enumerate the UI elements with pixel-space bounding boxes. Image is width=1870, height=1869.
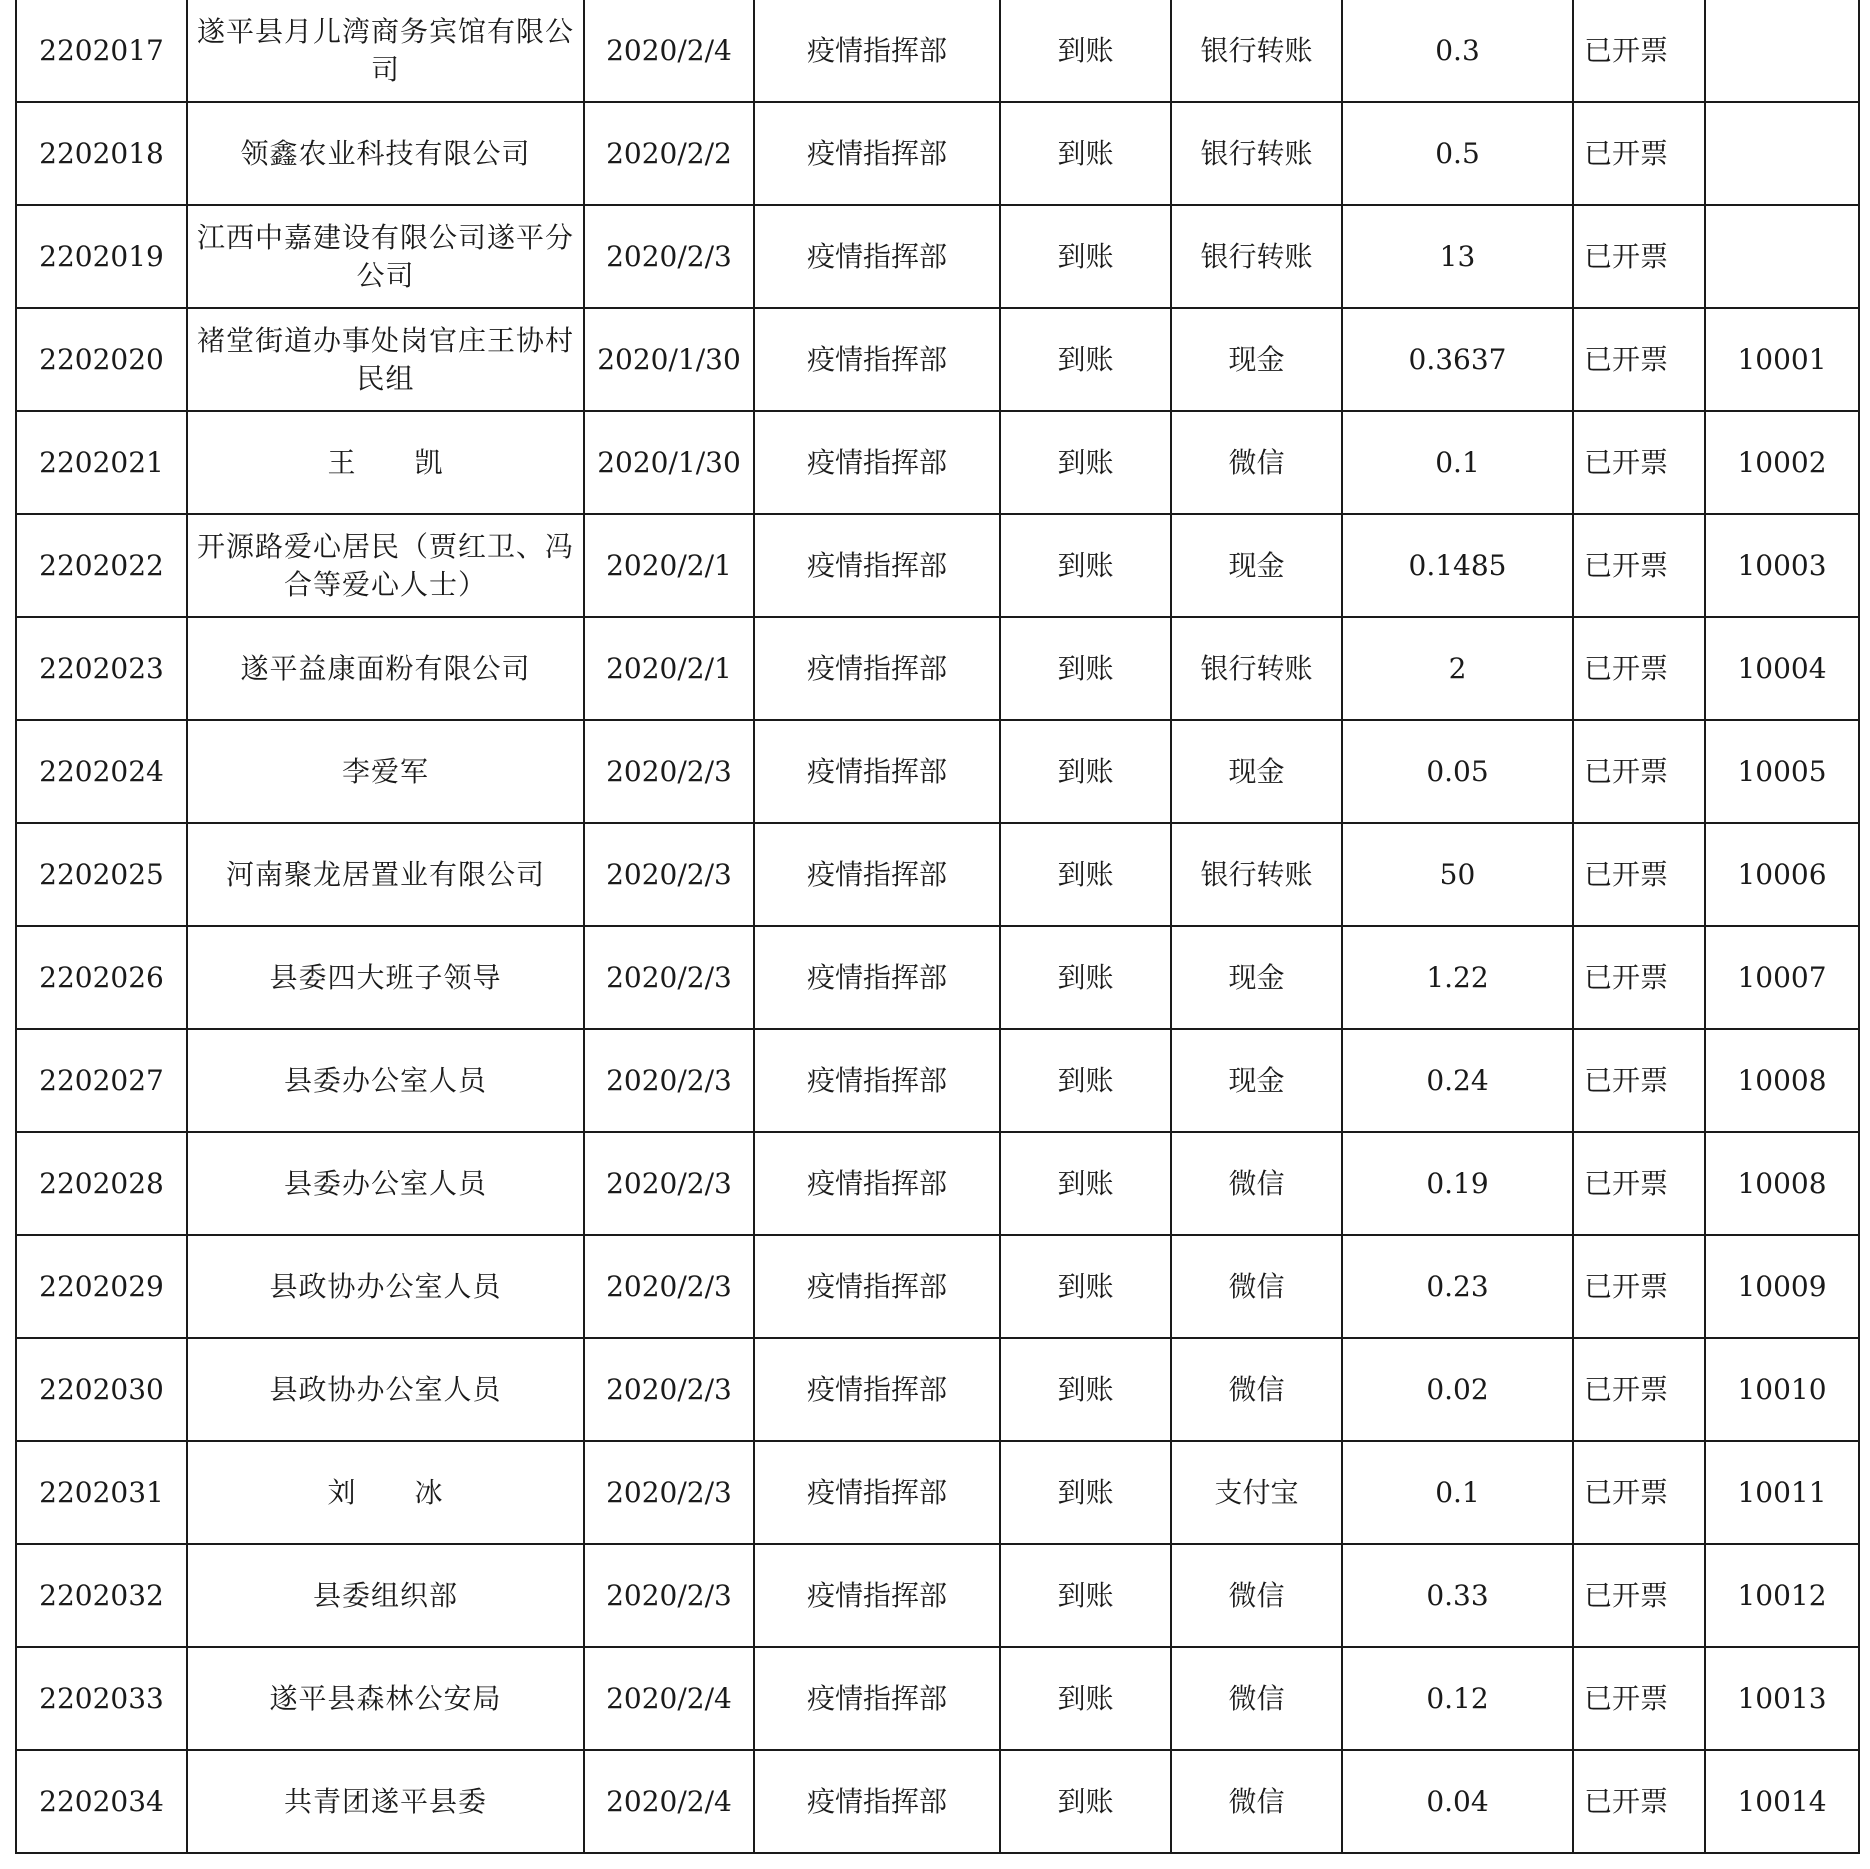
receipt-status-cell: 到账 bbox=[1000, 411, 1171, 514]
invoice-serial-cell: 10002 bbox=[1705, 411, 1859, 514]
donation-date-cell: 2020/1/30 bbox=[584, 308, 754, 411]
invoice-serial-cell: 10009 bbox=[1705, 1235, 1859, 1338]
recipient-cell: 疫情指挥部 bbox=[754, 823, 1000, 926]
payment-method-cell: 微信 bbox=[1171, 1338, 1342, 1441]
table-row bbox=[16, 1647, 1859, 1750]
invoice-serial-cell: 10003 bbox=[1705, 514, 1859, 617]
invoice-serial-cell bbox=[1705, 205, 1859, 308]
invoice-serial-cell: 10012 bbox=[1705, 1544, 1859, 1647]
donor-name-cell: 李爱军 bbox=[187, 720, 584, 823]
invoice-status-cell: 已开票 bbox=[1573, 1029, 1705, 1132]
table-row bbox=[16, 720, 1859, 823]
table-row bbox=[16, 308, 1859, 411]
table-row bbox=[16, 102, 1859, 205]
payment-method-cell: 银行转账 bbox=[1171, 205, 1342, 308]
payment-method-cell: 支付宝 bbox=[1171, 1441, 1342, 1544]
recipient-cell: 疫情指挥部 bbox=[754, 1132, 1000, 1235]
donor-name-cell: 共青团遂平县委 bbox=[187, 1750, 584, 1853]
amount-cell: 0.3 bbox=[1342, 0, 1573, 102]
amount-cell: 0.1 bbox=[1342, 1441, 1573, 1544]
receipt-status-cell: 到账 bbox=[1000, 1544, 1171, 1647]
invoice-status-cell: 已开票 bbox=[1573, 926, 1705, 1029]
record-number-cell: 2202024 bbox=[16, 720, 187, 823]
invoice-status-cell: 已开票 bbox=[1573, 0, 1705, 102]
payment-method-cell: 微信 bbox=[1171, 1132, 1342, 1235]
donor-name-cell: 刘 冰 bbox=[187, 1441, 584, 1544]
invoice-serial-cell: 10008 bbox=[1705, 1132, 1859, 1235]
invoice-status-cell: 已开票 bbox=[1573, 1750, 1705, 1853]
recipient-cell: 疫情指挥部 bbox=[754, 411, 1000, 514]
payment-method-cell: 银行转账 bbox=[1171, 823, 1342, 926]
donor-name-cell: 县政协办公室人员 bbox=[187, 1235, 584, 1338]
table-row bbox=[16, 823, 1859, 926]
record-number-cell: 2202022 bbox=[16, 514, 187, 617]
donation-date-cell: 2020/2/3 bbox=[584, 1338, 754, 1441]
recipient-cell: 疫情指挥部 bbox=[754, 205, 1000, 308]
recipient-cell: 疫情指挥部 bbox=[754, 1544, 1000, 1647]
donor-name-cell: 县委四大班子领导 bbox=[187, 926, 584, 1029]
payment-method-cell: 银行转账 bbox=[1171, 617, 1342, 720]
amount-cell: 0.12 bbox=[1342, 1647, 1573, 1750]
donor-name-cell: 江西中嘉建设有限公司遂平分公司 bbox=[187, 205, 584, 308]
payment-method-cell: 微信 bbox=[1171, 1544, 1342, 1647]
receipt-status-cell: 到账 bbox=[1000, 205, 1171, 308]
donor-name-cell: 遂平益康面粉有限公司 bbox=[187, 617, 584, 720]
recipient-cell: 疫情指挥部 bbox=[754, 617, 1000, 720]
record-number-cell: 2202032 bbox=[16, 1544, 187, 1647]
invoice-status-cell: 已开票 bbox=[1573, 1338, 1705, 1441]
payment-method-cell: 现金 bbox=[1171, 926, 1342, 1029]
donor-name-cell: 县委办公室人员 bbox=[187, 1132, 584, 1235]
donor-name-cell: 领鑫农业科技有限公司 bbox=[187, 102, 584, 205]
payment-method-cell: 现金 bbox=[1171, 514, 1342, 617]
receipt-status-cell: 到账 bbox=[1000, 1750, 1171, 1853]
payment-method-cell: 微信 bbox=[1171, 1235, 1342, 1338]
amount-cell: 0.5 bbox=[1342, 102, 1573, 205]
donor-name-cell: 县委组织部 bbox=[187, 1544, 584, 1647]
donor-name-cell: 河南聚龙居置业有限公司 bbox=[187, 823, 584, 926]
table-row bbox=[16, 0, 1859, 102]
donation-date-cell: 2020/2/2 bbox=[584, 102, 754, 205]
invoice-status-cell: 已开票 bbox=[1573, 720, 1705, 823]
receipt-status-cell: 到账 bbox=[1000, 720, 1171, 823]
invoice-status-cell: 已开票 bbox=[1573, 514, 1705, 617]
donor-name-cell: 遂平县月儿湾商务宾馆有限公司 bbox=[187, 0, 584, 102]
invoice-serial-cell: 10007 bbox=[1705, 926, 1859, 1029]
recipient-cell: 疫情指挥部 bbox=[754, 926, 1000, 1029]
receipt-status-cell: 到账 bbox=[1000, 926, 1171, 1029]
donation-date-cell: 2020/2/4 bbox=[584, 0, 754, 102]
invoice-serial-cell: 10005 bbox=[1705, 720, 1859, 823]
record-number-cell: 2202031 bbox=[16, 1441, 187, 1544]
donation-date-cell: 2020/2/3 bbox=[584, 1441, 754, 1544]
receipt-status-cell: 到账 bbox=[1000, 1029, 1171, 1132]
record-number-cell: 2202025 bbox=[16, 823, 187, 926]
receipt-status-cell: 到账 bbox=[1000, 823, 1171, 926]
donor-name-cell: 王 凯 bbox=[187, 411, 584, 514]
amount-cell: 0.1 bbox=[1342, 411, 1573, 514]
receipt-status-cell: 到账 bbox=[1000, 1132, 1171, 1235]
receipt-status-cell: 到账 bbox=[1000, 617, 1171, 720]
receipt-status-cell: 到账 bbox=[1000, 0, 1171, 102]
table-row bbox=[16, 205, 1859, 308]
recipient-cell: 疫情指挥部 bbox=[754, 308, 1000, 411]
invoice-status-cell: 已开票 bbox=[1573, 102, 1705, 205]
donor-name-cell: 县政协办公室人员 bbox=[187, 1338, 584, 1441]
record-number-cell: 2202027 bbox=[16, 1029, 187, 1132]
receipt-status-cell: 到账 bbox=[1000, 1441, 1171, 1544]
receipt-status-cell: 到账 bbox=[1000, 308, 1171, 411]
amount-cell: 0.04 bbox=[1342, 1750, 1573, 1853]
invoice-serial-cell: 10004 bbox=[1705, 617, 1859, 720]
payment-method-cell: 银行转账 bbox=[1171, 0, 1342, 102]
donor-name-cell: 遂平县森林公安局 bbox=[187, 1647, 584, 1750]
amount-cell: 0.23 bbox=[1342, 1235, 1573, 1338]
donation-date-cell: 2020/2/3 bbox=[584, 1132, 754, 1235]
invoice-serial-cell: 10010 bbox=[1705, 1338, 1859, 1441]
record-number-cell: 2202026 bbox=[16, 926, 187, 1029]
invoice-status-cell: 已开票 bbox=[1573, 617, 1705, 720]
invoice-serial-cell: 10001 bbox=[1705, 308, 1859, 411]
invoice-serial-cell: 10013 bbox=[1705, 1647, 1859, 1750]
invoice-status-cell: 已开票 bbox=[1573, 1544, 1705, 1647]
donation-date-cell: 2020/2/1 bbox=[584, 617, 754, 720]
donation-ledger-table bbox=[15, 0, 1860, 1854]
record-number-cell: 2202034 bbox=[16, 1750, 187, 1853]
recipient-cell: 疫情指挥部 bbox=[754, 1750, 1000, 1853]
record-number-cell: 2202033 bbox=[16, 1647, 187, 1750]
record-number-cell: 2202029 bbox=[16, 1235, 187, 1338]
donor-name-cell: 褚堂街道办事处岗官庄王协村民组 bbox=[187, 308, 584, 411]
ledger-body bbox=[16, 0, 1859, 1853]
record-number-cell: 2202021 bbox=[16, 411, 187, 514]
invoice-status-cell: 已开票 bbox=[1573, 308, 1705, 411]
amount-cell: 0.02 bbox=[1342, 1338, 1573, 1441]
amount-cell: 2 bbox=[1342, 617, 1573, 720]
amount-cell: 0.24 bbox=[1342, 1029, 1573, 1132]
payment-method-cell: 现金 bbox=[1171, 720, 1342, 823]
invoice-status-cell: 已开票 bbox=[1573, 1235, 1705, 1338]
invoice-serial-cell bbox=[1705, 0, 1859, 102]
receipt-status-cell: 到账 bbox=[1000, 514, 1171, 617]
receipt-status-cell: 到账 bbox=[1000, 1338, 1171, 1441]
amount-cell: 0.19 bbox=[1342, 1132, 1573, 1235]
amount-cell: 0.3637 bbox=[1342, 308, 1573, 411]
donation-date-cell: 2020/2/4 bbox=[584, 1647, 754, 1750]
payment-method-cell: 银行转账 bbox=[1171, 102, 1342, 205]
invoice-serial-cell: 10006 bbox=[1705, 823, 1859, 926]
record-number-cell: 2202019 bbox=[16, 205, 187, 308]
donation-date-cell: 2020/2/3 bbox=[584, 205, 754, 308]
payment-method-cell: 微信 bbox=[1171, 1647, 1342, 1750]
recipient-cell: 疫情指挥部 bbox=[754, 1235, 1000, 1338]
recipient-cell: 疫情指挥部 bbox=[754, 1029, 1000, 1132]
invoice-serial-cell bbox=[1705, 102, 1859, 205]
donation-date-cell: 2020/1/30 bbox=[584, 411, 754, 514]
record-number-cell: 2202028 bbox=[16, 1132, 187, 1235]
invoice-serial-cell: 10008 bbox=[1705, 1029, 1859, 1132]
invoice-status-cell: 已开票 bbox=[1573, 1132, 1705, 1235]
table-row bbox=[16, 926, 1859, 1029]
recipient-cell: 疫情指挥部 bbox=[754, 102, 1000, 205]
payment-method-cell: 微信 bbox=[1171, 411, 1342, 514]
donation-date-cell: 2020/2/3 bbox=[584, 1235, 754, 1338]
donation-date-cell: 2020/2/3 bbox=[584, 926, 754, 1029]
donor-name-cell: 县委办公室人员 bbox=[187, 1029, 584, 1132]
invoice-status-cell: 已开票 bbox=[1573, 1441, 1705, 1544]
recipient-cell: 疫情指挥部 bbox=[754, 514, 1000, 617]
invoice-status-cell: 已开票 bbox=[1573, 1647, 1705, 1750]
table-row bbox=[16, 1235, 1859, 1338]
donor-name-cell: 开源路爱心居民（贾红卫、冯合等爱心人士） bbox=[187, 514, 584, 617]
receipt-status-cell: 到账 bbox=[1000, 1647, 1171, 1750]
invoice-serial-cell: 10014 bbox=[1705, 1750, 1859, 1853]
record-number-cell: 2202017 bbox=[16, 0, 187, 102]
record-number-cell: 2202030 bbox=[16, 1338, 187, 1441]
table-row bbox=[16, 514, 1859, 617]
donation-date-cell: 2020/2/3 bbox=[584, 823, 754, 926]
donation-date-cell: 2020/2/1 bbox=[584, 514, 754, 617]
invoice-serial-cell: 10011 bbox=[1705, 1441, 1859, 1544]
donation-date-cell: 2020/2/4 bbox=[584, 1750, 754, 1853]
table-row bbox=[16, 1132, 1859, 1235]
table-row bbox=[16, 1029, 1859, 1132]
table-row bbox=[16, 1750, 1859, 1853]
receipt-status-cell: 到账 bbox=[1000, 102, 1171, 205]
amount-cell: 0.1485 bbox=[1342, 514, 1573, 617]
recipient-cell: 疫情指挥部 bbox=[754, 0, 1000, 102]
table-row bbox=[16, 617, 1859, 720]
table-row bbox=[16, 411, 1859, 514]
recipient-cell: 疫情指挥部 bbox=[754, 1338, 1000, 1441]
amount-cell: 0.33 bbox=[1342, 1544, 1573, 1647]
invoice-status-cell: 已开票 bbox=[1573, 411, 1705, 514]
donation-date-cell: 2020/2/3 bbox=[584, 720, 754, 823]
recipient-cell: 疫情指挥部 bbox=[754, 1441, 1000, 1544]
recipient-cell: 疫情指挥部 bbox=[754, 720, 1000, 823]
amount-cell: 1.22 bbox=[1342, 926, 1573, 1029]
table-row bbox=[16, 1544, 1859, 1647]
amount-cell: 13 bbox=[1342, 205, 1573, 308]
payment-method-cell: 微信 bbox=[1171, 1750, 1342, 1853]
record-number-cell: 2202023 bbox=[16, 617, 187, 720]
amount-cell: 50 bbox=[1342, 823, 1573, 926]
amount-cell: 0.05 bbox=[1342, 720, 1573, 823]
invoice-status-cell: 已开票 bbox=[1573, 823, 1705, 926]
donation-date-cell: 2020/2/3 bbox=[584, 1029, 754, 1132]
receipt-status-cell: 到账 bbox=[1000, 1235, 1171, 1338]
table-row bbox=[16, 1338, 1859, 1441]
table-row bbox=[16, 1441, 1859, 1544]
donation-date-cell: 2020/2/3 bbox=[584, 1544, 754, 1647]
record-number-cell: 2202018 bbox=[16, 102, 187, 205]
recipient-cell: 疫情指挥部 bbox=[754, 1647, 1000, 1750]
record-number-cell: 2202020 bbox=[16, 308, 187, 411]
payment-method-cell: 现金 bbox=[1171, 1029, 1342, 1132]
payment-method-cell: 现金 bbox=[1171, 308, 1342, 411]
invoice-status-cell: 已开票 bbox=[1573, 205, 1705, 308]
